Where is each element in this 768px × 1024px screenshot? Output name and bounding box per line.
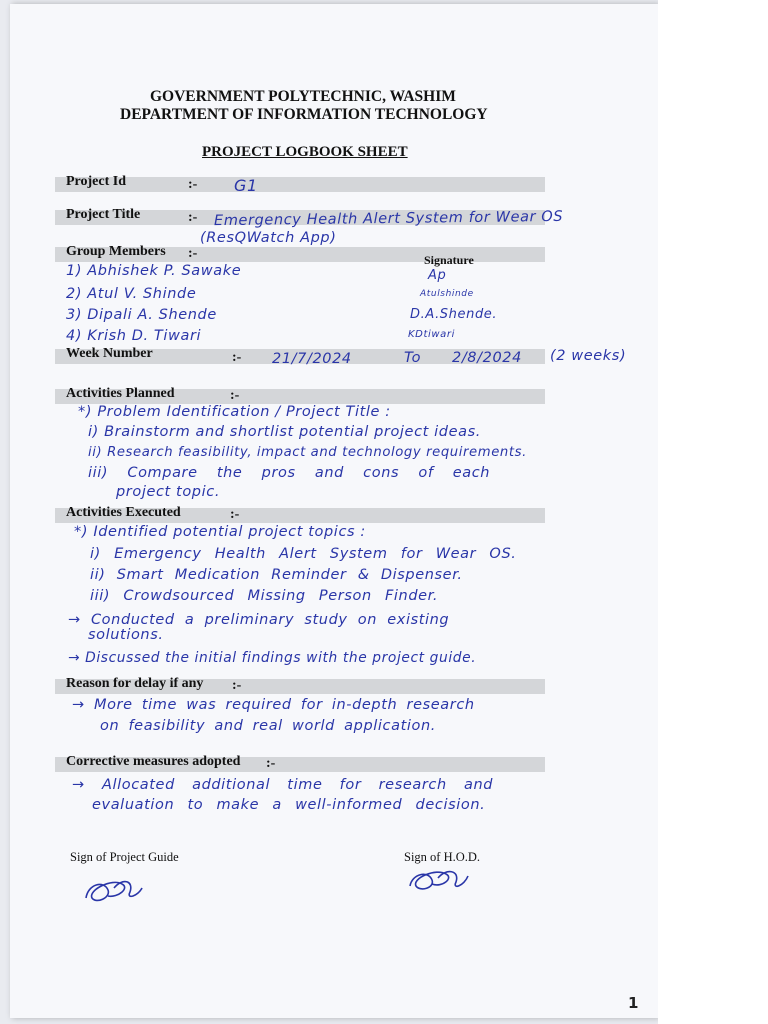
corrective-line-2: evaluation to make a well-informed decision. [92, 797, 486, 813]
institute-name: GOVERNMENT POLYTECHNIC, WASHIM [150, 88, 456, 105]
project-title-sep: :- [188, 210, 198, 225]
member-1-name: 1) Abhishek P. Sawake [66, 263, 242, 279]
project-id-label: Project Id [66, 174, 126, 189]
executed-line-7: → Discussed the initial findings with the project guide. [68, 650, 477, 666]
member-2-signature: Atulshinde [420, 289, 474, 299]
executed-line-6: solutions. [88, 627, 164, 643]
week-label: Week Number [66, 346, 153, 361]
week-sep: :- [232, 350, 242, 365]
member-2-name: 2) Atul V. Shinde [66, 286, 197, 302]
executed-line-1: *) Identified potential project topics : [74, 524, 366, 540]
delay-line-2: on feasibility and real world application. [100, 718, 436, 734]
sheet-title: PROJECT LOGBOOK SHEET [202, 144, 408, 160]
corrective-sep: :- [266, 756, 276, 771]
week-from: 21/7/2024 [272, 351, 352, 367]
planned-line-2: i) Brainstorm and shortlist potential project ideas. [88, 424, 481, 440]
activities-executed-sep: :- [230, 507, 240, 522]
activities-planned-sep: :- [230, 388, 240, 403]
planned-line-5: project topic. [116, 484, 221, 500]
activities-planned-label: Activities Planned [66, 386, 175, 401]
hod-sign-label: Sign of H.O.D. [404, 850, 481, 864]
guide-sign-label: Sign of Project Guide [70, 850, 179, 864]
executed-line-4: iii) Crowdsourced Missing Person Finder. [90, 588, 439, 604]
planned-line-4: iii) Compare the pros and cons of each [88, 465, 491, 481]
delay-line-1: → More time was required for in-depth research [72, 697, 475, 713]
project-id-band [55, 177, 545, 192]
group-members-sep: :- [188, 246, 198, 261]
planned-line-3: ii) Research feasibility, impact and technology requirements. [88, 445, 527, 460]
delay-sep: :- [232, 678, 242, 693]
activities-executed-label: Activities Executed [66, 505, 181, 520]
project-title-line1: Emergency Health Alert System for Wear OS [213, 208, 564, 230]
delay-label: Reason for delay if any [66, 676, 204, 691]
project-title-label: Project Title [66, 207, 141, 222]
page-number: 1 [628, 994, 639, 1012]
member-4-name: 4) Krish D. Tiwari [66, 328, 202, 344]
member-4-signature: KDtiwari [408, 329, 455, 340]
member-3-signature: D.A.Shende. [410, 307, 498, 322]
week-to-word: To [404, 350, 422, 366]
page-margin [658, 0, 768, 1024]
member-3-name: 3) Dipali A. Shende [66, 307, 217, 323]
corrective-label: Corrective measures adopted [66, 754, 241, 769]
executed-line-2: i) Emergency Health Alert System for Wear OS. [90, 546, 517, 562]
week-duration: (2 weeks) [550, 348, 627, 364]
executed-line-5: → Conducted a preliminary study on existing [68, 612, 450, 628]
guide-signature-mark [78, 870, 148, 910]
group-members-label: Group Members [66, 244, 166, 259]
planned-line-1: *) Problem Identification / Project Title : [78, 404, 391, 420]
project-title-line2: (ResQWatch App) [200, 230, 337, 246]
hod-signature-mark [404, 862, 474, 898]
department-name: DEPARTMENT OF INFORMATION TECHNOLOGY [120, 106, 488, 123]
signature-header: Signature [424, 253, 474, 267]
week-to: 2/8/2024 [452, 350, 522, 366]
member-1-signature: Ap [428, 268, 447, 283]
executed-line-3: ii) Smart Medication Reminder & Dispenser. [90, 567, 463, 583]
project-id-value: G1 [234, 176, 258, 195]
project-id-sep: :- [188, 177, 198, 192]
corrective-line-1: → Allocated additional time for research and [72, 777, 494, 793]
